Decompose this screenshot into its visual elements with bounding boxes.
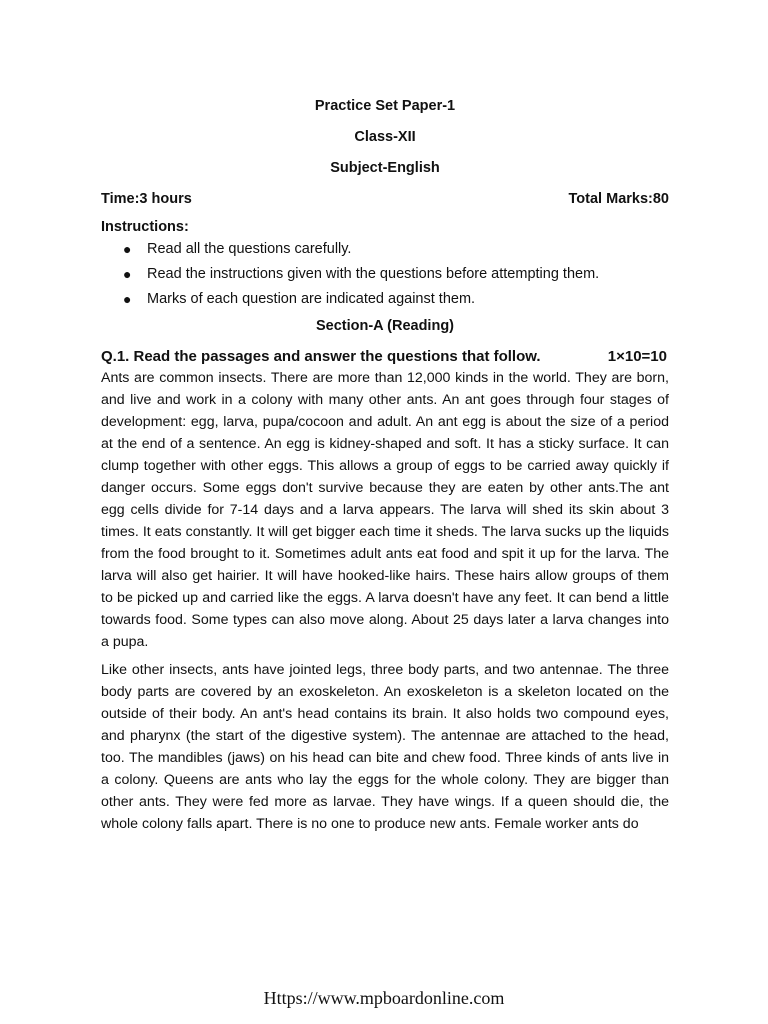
question-marks: 1×10=10	[607, 348, 667, 365]
passage-paragraph-2: Like other insects, ants have jointed legs, three body parts, and two antennae. The three body parts are covered by an exoskeleton. An exoskeleton is a skeleton located on the outside of their body. An ant's head contains its brain. It also holds two compound eyes, and pharynx (the start of the digestive system). The antennae are attached to the head, too. The mandibles (jaws) on his head can bite and chew food. Three kinds of ants live in a colony. Queens are ants who lay the eggs for the whole colony. They are bigger than other ants. They were fed more as larvae. They have wings. If a queen should die, the whole colony falls apart. There is no one to produce new ants. Female worker ants do	[101, 662, 669, 832]
bullet-icon: ●	[123, 241, 132, 257]
instruction-item	[121, 287, 669, 312]
paper-title: Practice Set Paper-1	[314, 98, 456, 114]
instructions-list	[101, 237, 669, 312]
bullet-icon: ●	[123, 291, 132, 307]
instruction-item	[121, 262, 669, 287]
passage-paragraph-1: Ants are common insects. There are more than 12,000 kinds in the world. They are born, and live and work in a colony with many other ants. An ant goes through four stages of development: egg, larva, pupa/cocoon and adult. An ant egg is about the size of a period at the end of a sentence. An egg is kidney-shaped and soft. It has a sticky surface. It can clump together with other eggs. This allows a group of eggs to be carried away quickly if danger occurs. Some eggs don't survive because they are eaten by other ants.The ant egg cells divide for 7-14 days and a larva appears. The larva will shed its skin about 3 times. It eats constantly. It will get bigger each time it sheds. The larva sucks up the liquids from the food brought to it. Sometimes adult ants eat food and spit it up for the larva. The larva will also get hairier. It will have hooked-like hairs. These hairs allow groups of them to be picked up and carried like the eggs. A larva doesn't have any feet. It can bend a little towards food. Some types can also move along. About 25 days later a larva changes into a pupa.	[101, 370, 669, 650]
bullet-icon: ●	[123, 266, 132, 282]
exam-page	[101, 96, 669, 835]
class-label: Class-XII	[354, 129, 416, 145]
time-marks-row	[101, 189, 669, 209]
instruction-text: Marks of each question are indicated against them.	[147, 291, 476, 307]
subject-label: Subject-English	[330, 160, 440, 176]
instruction-text: Read all the questions carefully.	[147, 241, 352, 257]
question-text: Q.1. Read the passages and answer the questions that follow.	[101, 348, 541, 365]
instructions-heading: Instructions:	[101, 219, 189, 235]
footer-url: Https://www.mpboardonline.com	[263, 988, 505, 1008]
instruction-item	[121, 237, 669, 262]
time-label: Time:3 hours	[101, 191, 192, 207]
question-row	[101, 346, 669, 367]
total-marks-label: Total Marks:80	[568, 191, 669, 207]
instruction-text: Read the instructions given with the questions before attempting them.	[147, 266, 600, 282]
section-heading: Section-A (Reading)	[315, 318, 455, 334]
